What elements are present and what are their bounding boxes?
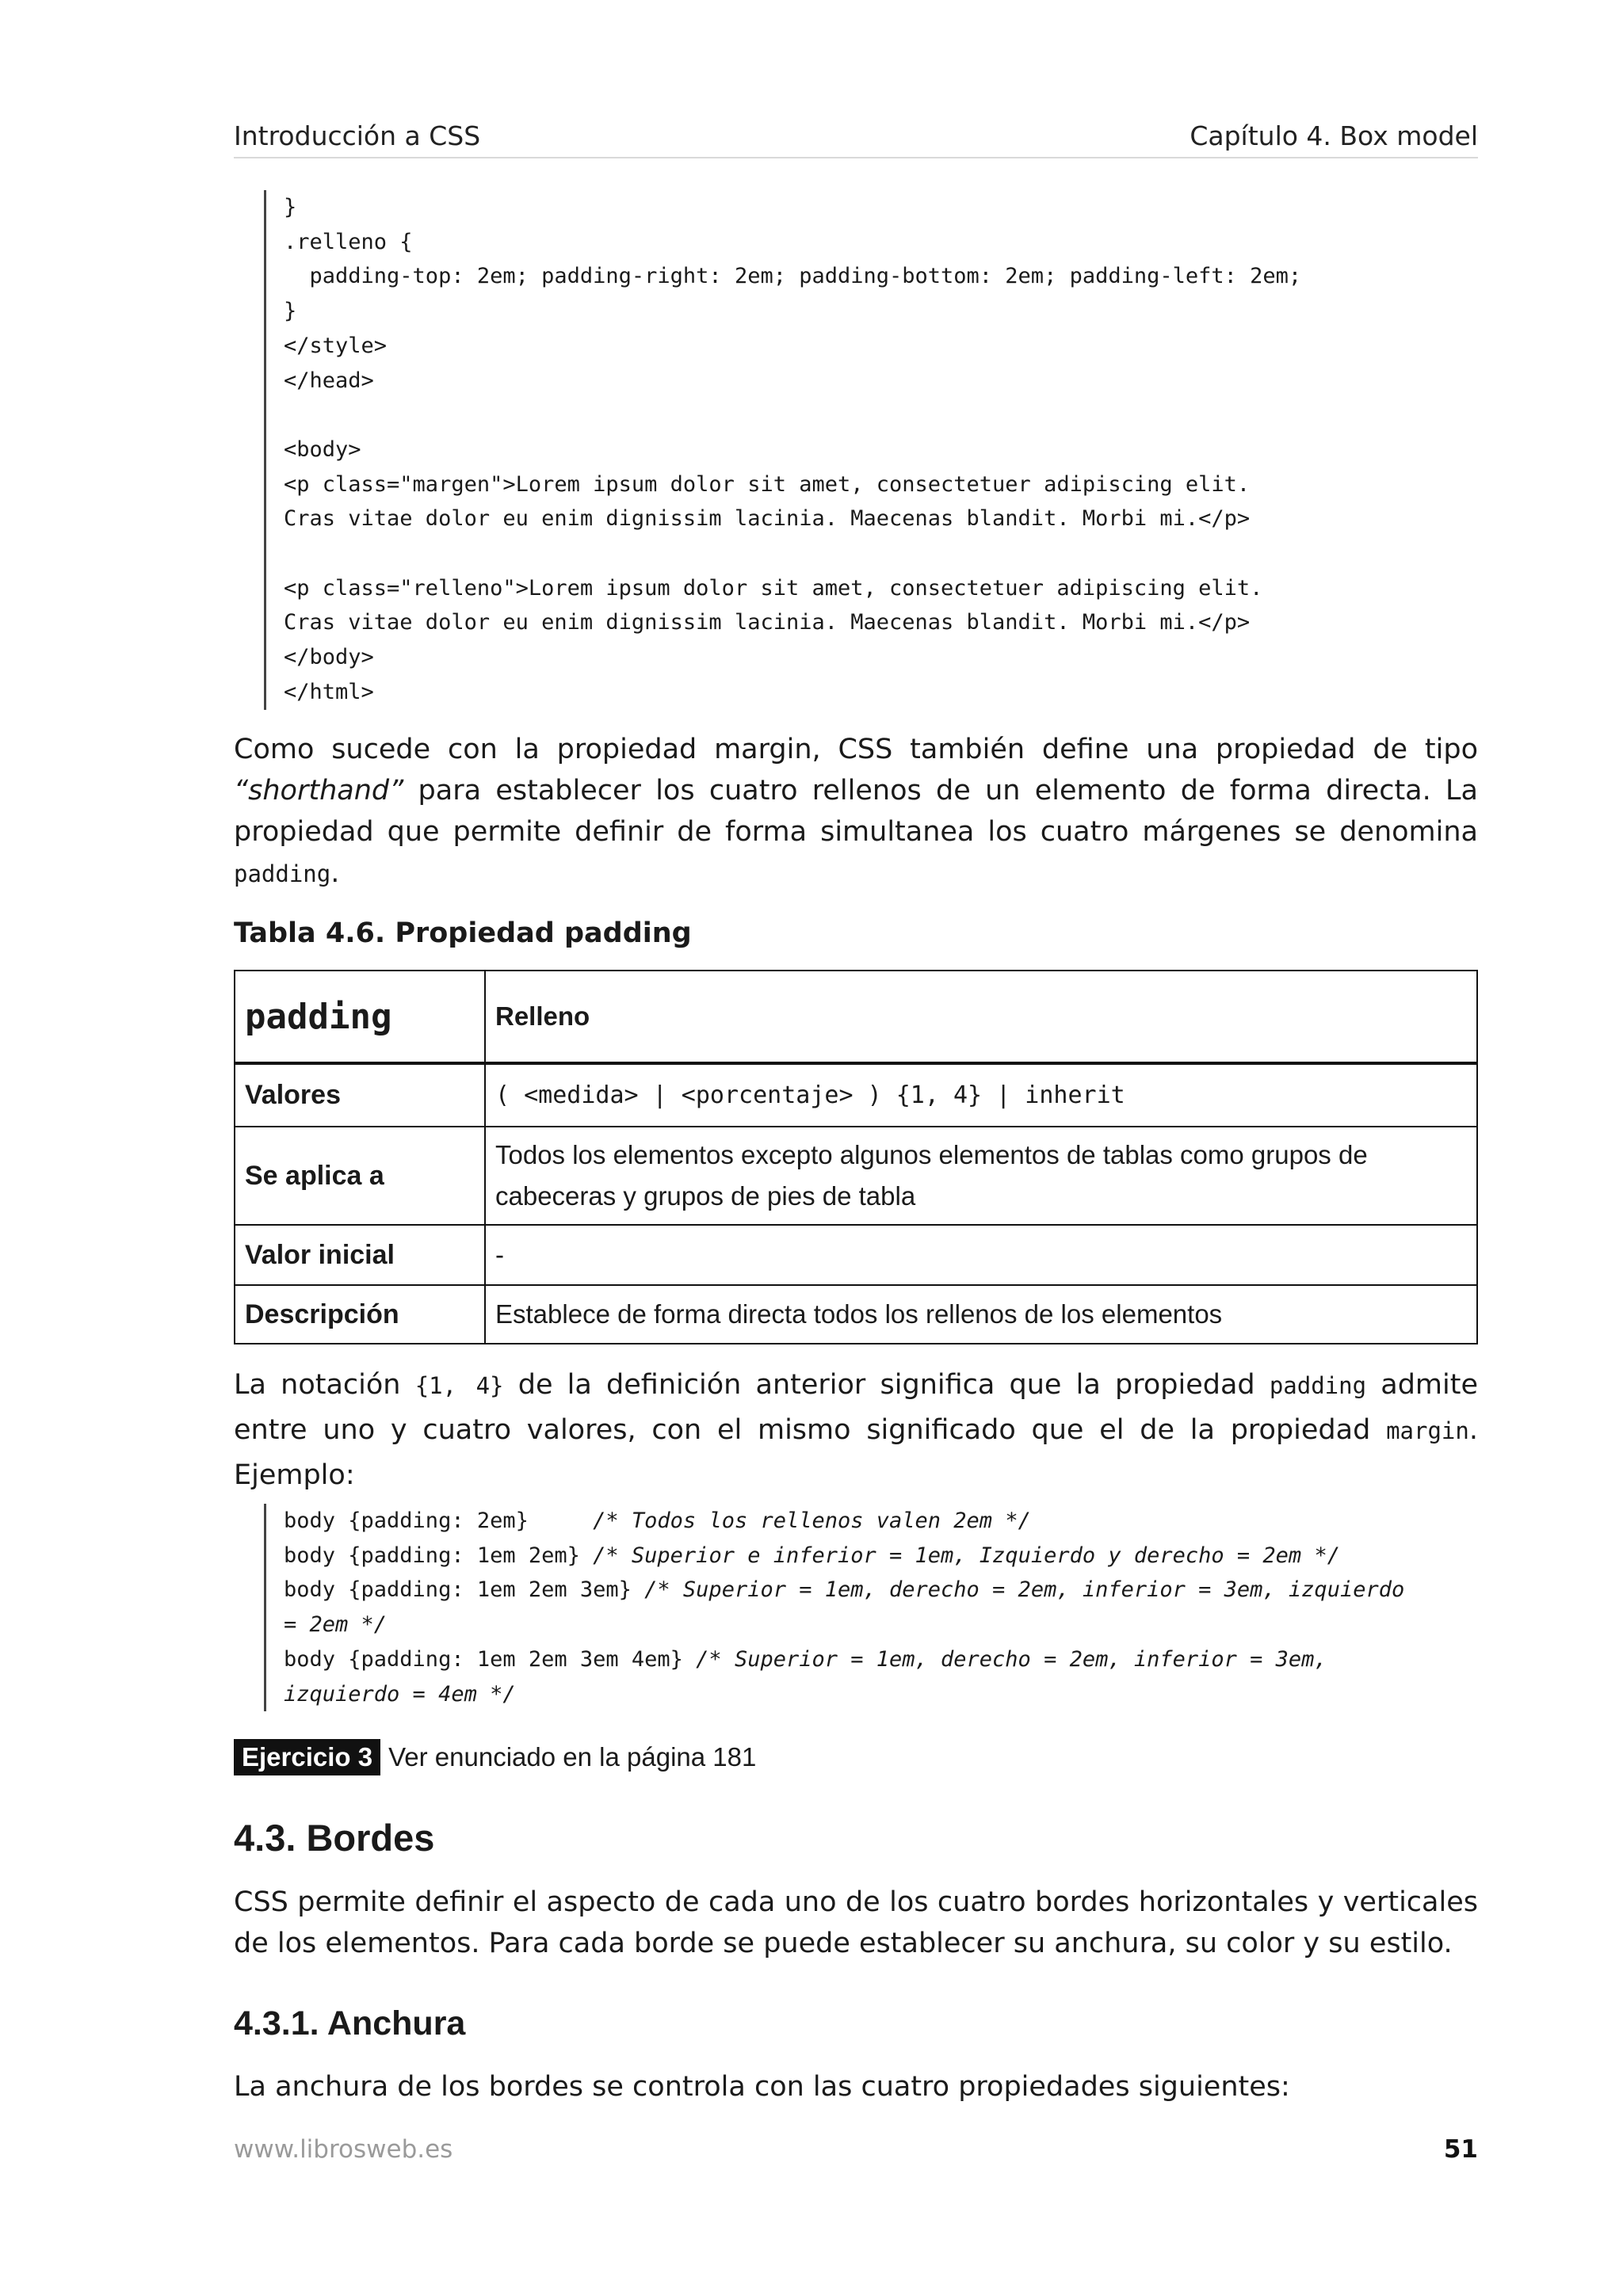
- table-caption: Tabla 4.6. Propiedad padding: [234, 917, 692, 949]
- row-key: Descripción: [235, 1285, 485, 1344]
- property-table: [234, 970, 1478, 1344]
- table-header-row: [235, 971, 1477, 1063]
- table-row: [235, 1285, 1477, 1344]
- row-key: Se aplica a: [235, 1127, 485, 1225]
- para-inline-code: padding: [234, 860, 331, 887]
- para-inline-code: margin: [1386, 1417, 1469, 1444]
- code-comment: /* Todos los rellenos valen 2em */: [593, 1508, 1031, 1533]
- footer-page-number: 51: [1443, 2135, 1478, 2164]
- section-heading: 4.3. Bordes: [234, 1817, 435, 1859]
- paragraph-width: La anchura de los bordes se controla con las cuatro propiedades siguientes:: [234, 2071, 1290, 2103]
- para-text: Como sucede con la propiedad margin, CSS también define una propiedad de tipo: [234, 734, 1478, 765]
- property-title: Relleno: [485, 971, 1477, 1063]
- row-value: -: [485, 1225, 1477, 1285]
- table-row: [235, 1127, 1477, 1225]
- para-text: La notación: [234, 1369, 415, 1401]
- code-line: Cras vitae dolor eu enim dignissim lacinia. Maecenas blandit. Morbi mi.</p>: [284, 506, 1251, 532]
- code-text: body {padding: 1em 2em 3em}: [284, 1577, 645, 1603]
- page-header: [234, 117, 1478, 158]
- para-text: de la definición anterior significa que la propiedad: [503, 1369, 1270, 1401]
- code-comment: /* Superior = 1em, derecho = 2em, inferior = 3em,: [696, 1646, 1327, 1672]
- code-line: <p class="margen">Lorem ipsum dolor sit amet, consectetuer adipiscing elit.: [284, 471, 1251, 497]
- code-comment: /* Superior = 1em, derecho = 2em, inferior = 3em, izquierdo: [644, 1577, 1405, 1603]
- code-comment: = 2em */: [284, 1612, 388, 1638]
- row-value: ( <medida> | <porcentaje> ) {1, 4} | inherit: [485, 1063, 1477, 1127]
- para-text: admite entre uno y cuatro valores, con el mismo significado que el de la propiedad: [234, 1369, 1479, 1446]
- exercise-badge: Ejercicio 3: [234, 1739, 380, 1775]
- row-key: Valor inicial: [235, 1225, 485, 1285]
- paragraph-shorthand: [234, 729, 1478, 894]
- code-line: </head>: [284, 368, 374, 393]
- code-line: <body>: [284, 437, 361, 462]
- code-line: [284, 1677, 1404, 1712]
- code-line: }: [284, 195, 297, 219]
- code-line: [284, 1573, 1404, 1608]
- paragraph-notation: [234, 1363, 1478, 1497]
- header-chapter-title: Capítulo 4. Box model: [1190, 120, 1478, 151]
- code-text: body {padding: 1em 2em 3em 4em}: [284, 1646, 697, 1672]
- exercise-text[interactable]: Ver enunciado en la página 181: [388, 1742, 757, 1772]
- para-inline-code: {1, 4}: [414, 1372, 504, 1399]
- para-text: . Ejemplo:: [234, 1414, 1478, 1491]
- table-row: [235, 1063, 1477, 1127]
- code-line: [284, 1504, 1404, 1539]
- exercise-reference: [234, 1739, 756, 1775]
- code-line: [284, 536, 1301, 571]
- para-text: .: [330, 857, 340, 889]
- code-text: body {padding: 1em 2em}: [284, 1543, 594, 1568]
- code-comment: izquierdo = 4em */: [284, 1681, 516, 1707]
- code-comment: /* Superior e inferior = 1em, Izquierdo y derecho = 2em */: [593, 1543, 1340, 1568]
- paragraph-borders: CSS permite definir el aspecto de cada uno de los cuatro bordes horizontales y verticales de los elementos. Para cada borde se puede establecer su anchura, su color y su estilo.: [234, 1886, 1478, 1959]
- code-line: .relleno {: [284, 229, 413, 254]
- table-row: [235, 1225, 1477, 1285]
- code-line: <p class="relleno">Lorem ipsum dolor sit amet, consectetuer adipiscing elit.: [284, 575, 1263, 601]
- property-name: padding: [235, 971, 485, 1063]
- code-line: [284, 1642, 1404, 1677]
- footer-site[interactable]: www.librosweb.es: [234, 2135, 453, 2164]
- code-line: }: [284, 299, 297, 324]
- para-text: para establecer los cuatro rellenos de un elemento de forma directa. La propiedad que permite definir de forma simultanea los cuatro márgenes se denomina: [234, 775, 1478, 848]
- para-emphasis: “shorthand”: [234, 775, 404, 807]
- row-value: Establece de forma directa todos los rellenos de los elementos: [485, 1285, 1477, 1344]
- code-line: padding-top: 2em; padding-right: 2em; padding-bottom: 2em; padding-left: 2em;: [284, 264, 1302, 289]
- para-inline-code: padding: [1269, 1372, 1367, 1399]
- code-line: Cras vitae dolor eu enim dignissim lacinia. Maecenas blandit. Morbi mi.</p>: [284, 610, 1251, 635]
- code-line: </html>: [284, 679, 374, 704]
- row-value: Todos los elementos excepto algunos elementos de tablas como grupos de cabeceras y grupos de pies de tabla: [485, 1127, 1477, 1225]
- row-key: Valores: [235, 1063, 485, 1127]
- code-line: </body>: [284, 645, 374, 670]
- subsection-heading: 4.3.1. Anchura: [234, 2004, 466, 2042]
- code-line: [284, 1539, 1404, 1573]
- code-block-css-example: [264, 1504, 1404, 1711]
- code-line: </style>: [284, 333, 388, 358]
- code-line: [284, 1608, 1404, 1642]
- code-block-html: [264, 190, 1301, 710]
- header-book-title: Introducción a CSS: [234, 120, 481, 151]
- code-line: [284, 398, 1301, 433]
- code-text: body {padding: 2em}: [284, 1508, 594, 1533]
